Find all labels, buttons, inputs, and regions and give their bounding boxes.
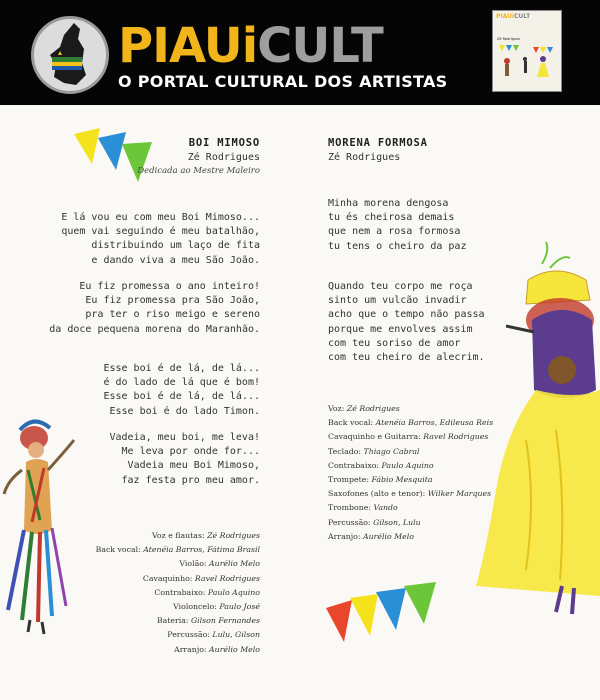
stanza-1 xyxy=(328,197,466,254)
song-author: Zé Rodrigues xyxy=(187,152,260,163)
album-cover-thumbnail[interactable] xyxy=(492,10,562,92)
verse-line: com teu cheiro de alecrim. xyxy=(328,352,485,364)
piaui-state-logo-icon xyxy=(31,16,109,94)
song-title: MORENA FORMOSA xyxy=(328,137,428,149)
credit-line: Saxofones (alto e tenor): Wilker Marques xyxy=(328,489,492,499)
verse-line: Quando teu corpo me roça xyxy=(328,281,473,292)
thumb-illustration-icon xyxy=(493,41,562,81)
verse-line: Me leva por onde for... xyxy=(121,446,260,458)
verse-line: distribuindo um laço de fita xyxy=(91,240,260,252)
verse-line: Esse boi é de lá, de lá... xyxy=(103,391,260,403)
verse-line: Eu fiz promessa pra São João, xyxy=(85,295,260,307)
credit-line: Percussão: Lulu, Gilson xyxy=(167,630,260,640)
credit-line: Contrabaixo: Paulo Aquino xyxy=(328,460,434,470)
thumb-subtitle: Zé Rodrigues xyxy=(497,37,521,41)
song-title: BOI MIMOSO xyxy=(188,137,260,149)
credit-line: Trombone: Vando xyxy=(328,503,398,513)
credits-boi-mimoso xyxy=(96,529,260,657)
verse-line: Minha morena dengosa xyxy=(328,198,449,209)
stanza-2 xyxy=(328,280,485,365)
credit-line: Back vocal: Atenéia Barros, Fátima Brasil xyxy=(95,545,260,555)
song-author: Zé Rodrigues xyxy=(328,152,401,163)
verse-line: Esse boi é do lado Timon. xyxy=(109,405,260,417)
verse-line: tu tens o cheiro da paz xyxy=(328,240,467,252)
credit-line: Cavaquinho: Ravel Rodrigues xyxy=(142,573,260,583)
verse-line: Vadeia meu Boi Mimoso, xyxy=(127,460,260,472)
verse-line: pra ter o riso meigo e sereno xyxy=(85,309,260,321)
verse-line: acho que o tempo não passa xyxy=(328,309,485,321)
festival-flags-bottom-icon xyxy=(324,578,442,650)
verse-line: sinto um vulcão invadir xyxy=(328,295,467,307)
credit-line: Voz: Zé Rodrigues xyxy=(328,404,400,413)
boi-dancer-illustration-icon xyxy=(0,410,80,635)
credit-line: Contrabaixo: Paulo Aquino xyxy=(154,587,260,597)
credit-line: Teclado: Thiago Cabral xyxy=(328,446,420,456)
credit-line: Trompete: Fábio Mesquita xyxy=(328,475,433,485)
credit-line: Back vocal: Atenéia Barros, Edileusa Reis xyxy=(328,418,494,428)
credit-line: Voz e flautas: Zé Rodrigues xyxy=(152,531,260,540)
song-dedication: Dedicada ao Mestre Maleiro xyxy=(137,166,260,176)
brand-cult: CULT xyxy=(257,18,383,74)
verse-line: que nem a rosa formosa xyxy=(328,226,461,238)
stanza-1 xyxy=(61,211,260,268)
verse-line: porque me envolves assim xyxy=(328,323,473,335)
brand-piaui: PIAUi xyxy=(118,18,258,74)
verse-line: Eu fiz promessa o ano inteiro! xyxy=(79,281,260,292)
site-header xyxy=(0,0,600,105)
credit-line: Arranjo: Aurélio Melo xyxy=(328,531,414,541)
stanza-2 xyxy=(49,280,260,337)
credit-line: Arranjo: Aurélio Melo xyxy=(174,644,260,654)
song-boi-mimoso xyxy=(137,137,260,176)
thumb-brand: PIAUiCULT xyxy=(496,13,531,20)
credit-line: Cavaquinho e Guitarra: Ravel Rodrigues xyxy=(328,432,489,442)
verse-line: é do lado de lá que é bom! xyxy=(103,377,260,389)
credit-line: Violoncelo: Paulo José xyxy=(173,602,260,612)
verse-line: quem vai seguindo é meu batalhão, xyxy=(61,226,260,238)
credit-line: Bateria: Gilson Fernandes xyxy=(156,616,260,626)
credit-line: Violão: Aurélio Melo xyxy=(179,559,260,569)
verse-line: Vadeia, meu boi, me leva! xyxy=(109,432,260,443)
verse-line: da doce pequena morena do Maranhão. xyxy=(49,323,260,335)
stanza-4 xyxy=(109,431,260,488)
credits-morena-formosa xyxy=(328,402,493,544)
site-tagline: O PORTAL CULTURAL DOS ARTISTAS xyxy=(118,72,448,91)
song-morena-formosa xyxy=(328,137,428,163)
verse-line: Esse boi é de lá, de lá... xyxy=(103,363,260,374)
verse-line: faz festa pro meu amor. xyxy=(121,474,260,486)
verse-line: e dando viva a meu São João. xyxy=(91,254,260,266)
verse-line: com teu soriso de amor xyxy=(328,337,461,349)
verse-line: tu és cheirosa demais xyxy=(328,212,455,224)
verse-line: E lá vou eu com meu Boi Mimoso... xyxy=(61,212,260,223)
credit-line: Percussão: Gilson, Lulu xyxy=(328,517,421,527)
stanza-3 xyxy=(103,362,260,419)
